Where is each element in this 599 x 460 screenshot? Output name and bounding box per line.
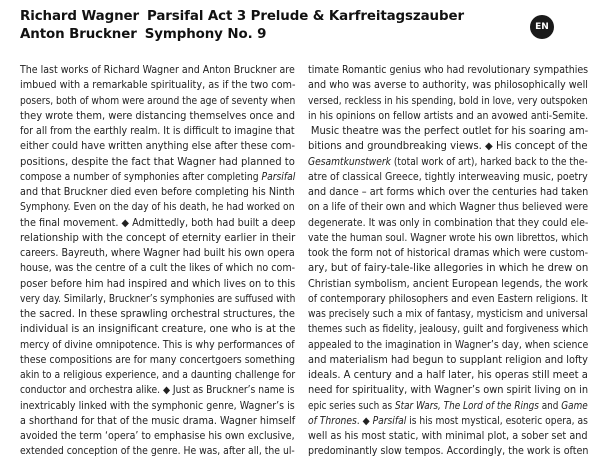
title-line-bruckner <box>20 26 464 44</box>
work-title: Parsifal Act 3 Prelude & Karfreitagszauber <box>147 9 464 24</box>
text-line <box>20 200 295 215</box>
text-column-left <box>20 63 295 460</box>
text-line <box>20 444 295 459</box>
text-line <box>20 216 296 231</box>
title-line-wagner <box>20 8 464 26</box>
text-segment: is his most mystical, esoteric opera, as <box>406 415 588 427</box>
text-line <box>308 170 588 185</box>
text-segment: took the form not of historical dramas which were custom- <box>308 248 589 259</box>
text-line <box>308 261 587 276</box>
text-line <box>308 292 588 307</box>
text-line <box>20 109 295 124</box>
text-segment: compose a number of symphonies after completing <box>20 171 262 183</box>
text-line <box>20 124 295 139</box>
text-segment: predominantly slow tempos. Accordingly, the work is often <box>308 446 589 458</box>
text-line <box>20 322 296 337</box>
text-segment: Music theatre was the perfect outlet for his soaring am- <box>310 126 589 137</box>
text-line <box>20 338 295 353</box>
text-line <box>20 231 296 246</box>
text-segment: avoided the term ‘opera’ to emphasise his own exclusive, <box>20 431 295 442</box>
text-segment: The last works of Richard Wagner and Anton Bruckner are <box>20 65 295 76</box>
text-segment: . ◆ <box>356 415 373 427</box>
text-line <box>308 353 588 368</box>
text-line <box>308 246 589 261</box>
text-line <box>308 185 589 200</box>
work-title: Symphony No. 9 <box>144 27 267 42</box>
text-segment: these compositions are for many concertgoers something <box>20 354 296 366</box>
text-segment: need for spirituality, with Wagner’s own spirit living on in <box>308 385 589 397</box>
text-segment: akin to a religious experience, and a daunting challenge for <box>20 370 296 381</box>
text-segment: epic series such as <box>308 400 395 412</box>
text-segment: the final movement. ◆ Admittedly, both had built a deep <box>20 217 296 229</box>
text-segment: Symphony. Even on the day of his death, he had worked on <box>20 202 295 214</box>
text-segment: mercy of divine omnipotence. This is why performances of <box>20 339 295 351</box>
text-segment: appealed to the imagination in Wagner’s day, when science <box>308 339 589 351</box>
italic-text: Parsifal <box>372 415 407 427</box>
text-line <box>20 261 296 276</box>
text-segment: on a life of their own and which Wagner thus believed were <box>308 202 589 214</box>
text-segment: ary, but of fairy-tale-like allegories in which he drew on <box>308 263 589 275</box>
text-segment: in his opinions on fellow artists and an avowed anti-Semite. <box>308 110 589 122</box>
italic-text: Gesamtkunstwerk <box>308 156 391 168</box>
text-segment: of contemporary philosophers and even Eastern religions. It <box>308 293 588 305</box>
text-segment: poser before him had inspired and which lives on to this <box>20 278 296 290</box>
italic-text: Parsifal <box>261 171 296 183</box>
text-segment: Christian symbolism, ancient European legends, the work <box>308 278 589 290</box>
text-line <box>308 444 589 459</box>
text-line <box>20 185 295 200</box>
text-line <box>308 338 589 353</box>
text-segment: versed, reckless in his spending, bold in love, very outspoken <box>308 95 588 107</box>
text-line <box>308 216 589 231</box>
text-segment: individual is an insignificant creature, one who is at the <box>20 324 296 336</box>
text-line <box>20 63 295 78</box>
text-line <box>308 200 589 215</box>
text-segment: careers. Bayreuth, where Wagner had built his own opera <box>20 248 295 259</box>
text-segment: vate the human soul. Wagner wrote his own librettos, which <box>308 232 589 244</box>
text-segment: and materialism had begun to supplant religion and lofty <box>308 354 588 366</box>
language-badge: EN <box>530 15 554 39</box>
text-segment: house, was the centre of a cult the likes of which no com- <box>20 263 296 275</box>
composer-name: Richard Wagner <box>20 9 139 24</box>
text-line <box>308 155 588 170</box>
text-line <box>308 109 589 124</box>
text-segment: either could have written anything else after these com- <box>20 141 296 153</box>
text-line <box>20 155 295 170</box>
italic-text: Star Wars, The Lord of the Rings <box>394 400 539 412</box>
text-segment: (total work of art), harked back to the the- <box>390 156 588 168</box>
text-segment: posers, both of whom were around the age of seventy when <box>20 95 296 107</box>
text-line <box>20 292 296 307</box>
text-line <box>20 368 296 383</box>
text-segment: well as his most static, with minimal plot, a sober set and <box>308 431 588 442</box>
text-column-right <box>308 63 588 460</box>
text-segment: inextricably linked with the symphonic genre, Wagner’s is <box>20 400 295 412</box>
text-segment: extended conception of the genre. He was, after all, the ul- <box>20 446 295 458</box>
text-segment: timate Romantic genius who had revolutionary sympathies <box>308 65 589 76</box>
composer-name: Anton Bruckner <box>20 27 137 42</box>
text-segment: very day. Similarly, Bruckner’s symphonies are suffused with <box>20 293 296 305</box>
text-line <box>20 429 295 444</box>
text-segment: degenerate. It was only in combination that they could ele- <box>308 217 589 229</box>
text-line <box>20 78 296 93</box>
text-segment: conductor and orchestra alike. ◆ Just as Bruckner’s name is <box>20 385 295 397</box>
text-line <box>308 139 588 154</box>
text-segment: bitions and groundbreaking views. ◆ His concept of the <box>308 141 588 153</box>
text-segment: atre of classical Greece, tightly interweaving music, poetry <box>308 171 588 183</box>
text-segment: the sacred. In these sprawling orchestral structures, the <box>20 309 295 320</box>
text-line <box>20 277 296 292</box>
text-segment: was precisely such a mix of fantasy, mysticism and universal <box>308 309 588 320</box>
text-line <box>308 78 588 93</box>
text-line <box>308 414 588 429</box>
text-line <box>308 307 588 322</box>
text-segment: they wrote them, were distancing themselves once and <box>20 110 295 122</box>
text-segment: positions, despite the fact that Wagner had planned to <box>20 156 295 168</box>
text-line <box>20 414 296 429</box>
italic-text: Game <box>561 400 588 412</box>
text-line <box>308 383 589 398</box>
text-line <box>308 399 588 414</box>
text-segment: themes such as fidelity, jealousy, guilt and forgiveness which <box>308 324 589 336</box>
text-line <box>20 246 295 261</box>
italic-text: of Thrones <box>308 415 357 427</box>
text-segment: and dance – art forms which over the centuries had taken <box>308 187 589 198</box>
text-line <box>308 277 589 292</box>
text-line <box>308 231 589 246</box>
text-line <box>308 322 589 337</box>
text-segment: and <box>538 400 562 412</box>
text-line <box>20 383 295 398</box>
text-segment: a shorthand for that of the music drama. Wagner himself <box>20 415 296 427</box>
text-line <box>308 94 588 109</box>
text-line <box>20 399 295 414</box>
text-line <box>308 124 589 139</box>
text-line <box>308 63 589 78</box>
text-line <box>20 94 296 109</box>
text-line <box>20 170 296 185</box>
text-segment: relationship with the concept of eternity earlier in their <box>20 232 296 244</box>
text-line <box>308 429 588 444</box>
text-segment: ideals. A century and a half later, his operas still meet a <box>308 370 588 381</box>
text-line <box>308 368 588 383</box>
text-segment: imbued with a remarkable spirituality, as if the two com- <box>20 80 296 92</box>
text-segment: and who was averse to authority, was philosophically well <box>308 80 588 92</box>
text-line <box>20 353 296 368</box>
header <box>20 8 464 44</box>
text-line <box>20 139 296 154</box>
text-line <box>20 307 295 322</box>
text-segment: and that Bruckner died even before completing his Ninth <box>20 187 295 198</box>
text-segment: for all from the earthly realm. It is difficult to imagine that <box>20 126 295 137</box>
